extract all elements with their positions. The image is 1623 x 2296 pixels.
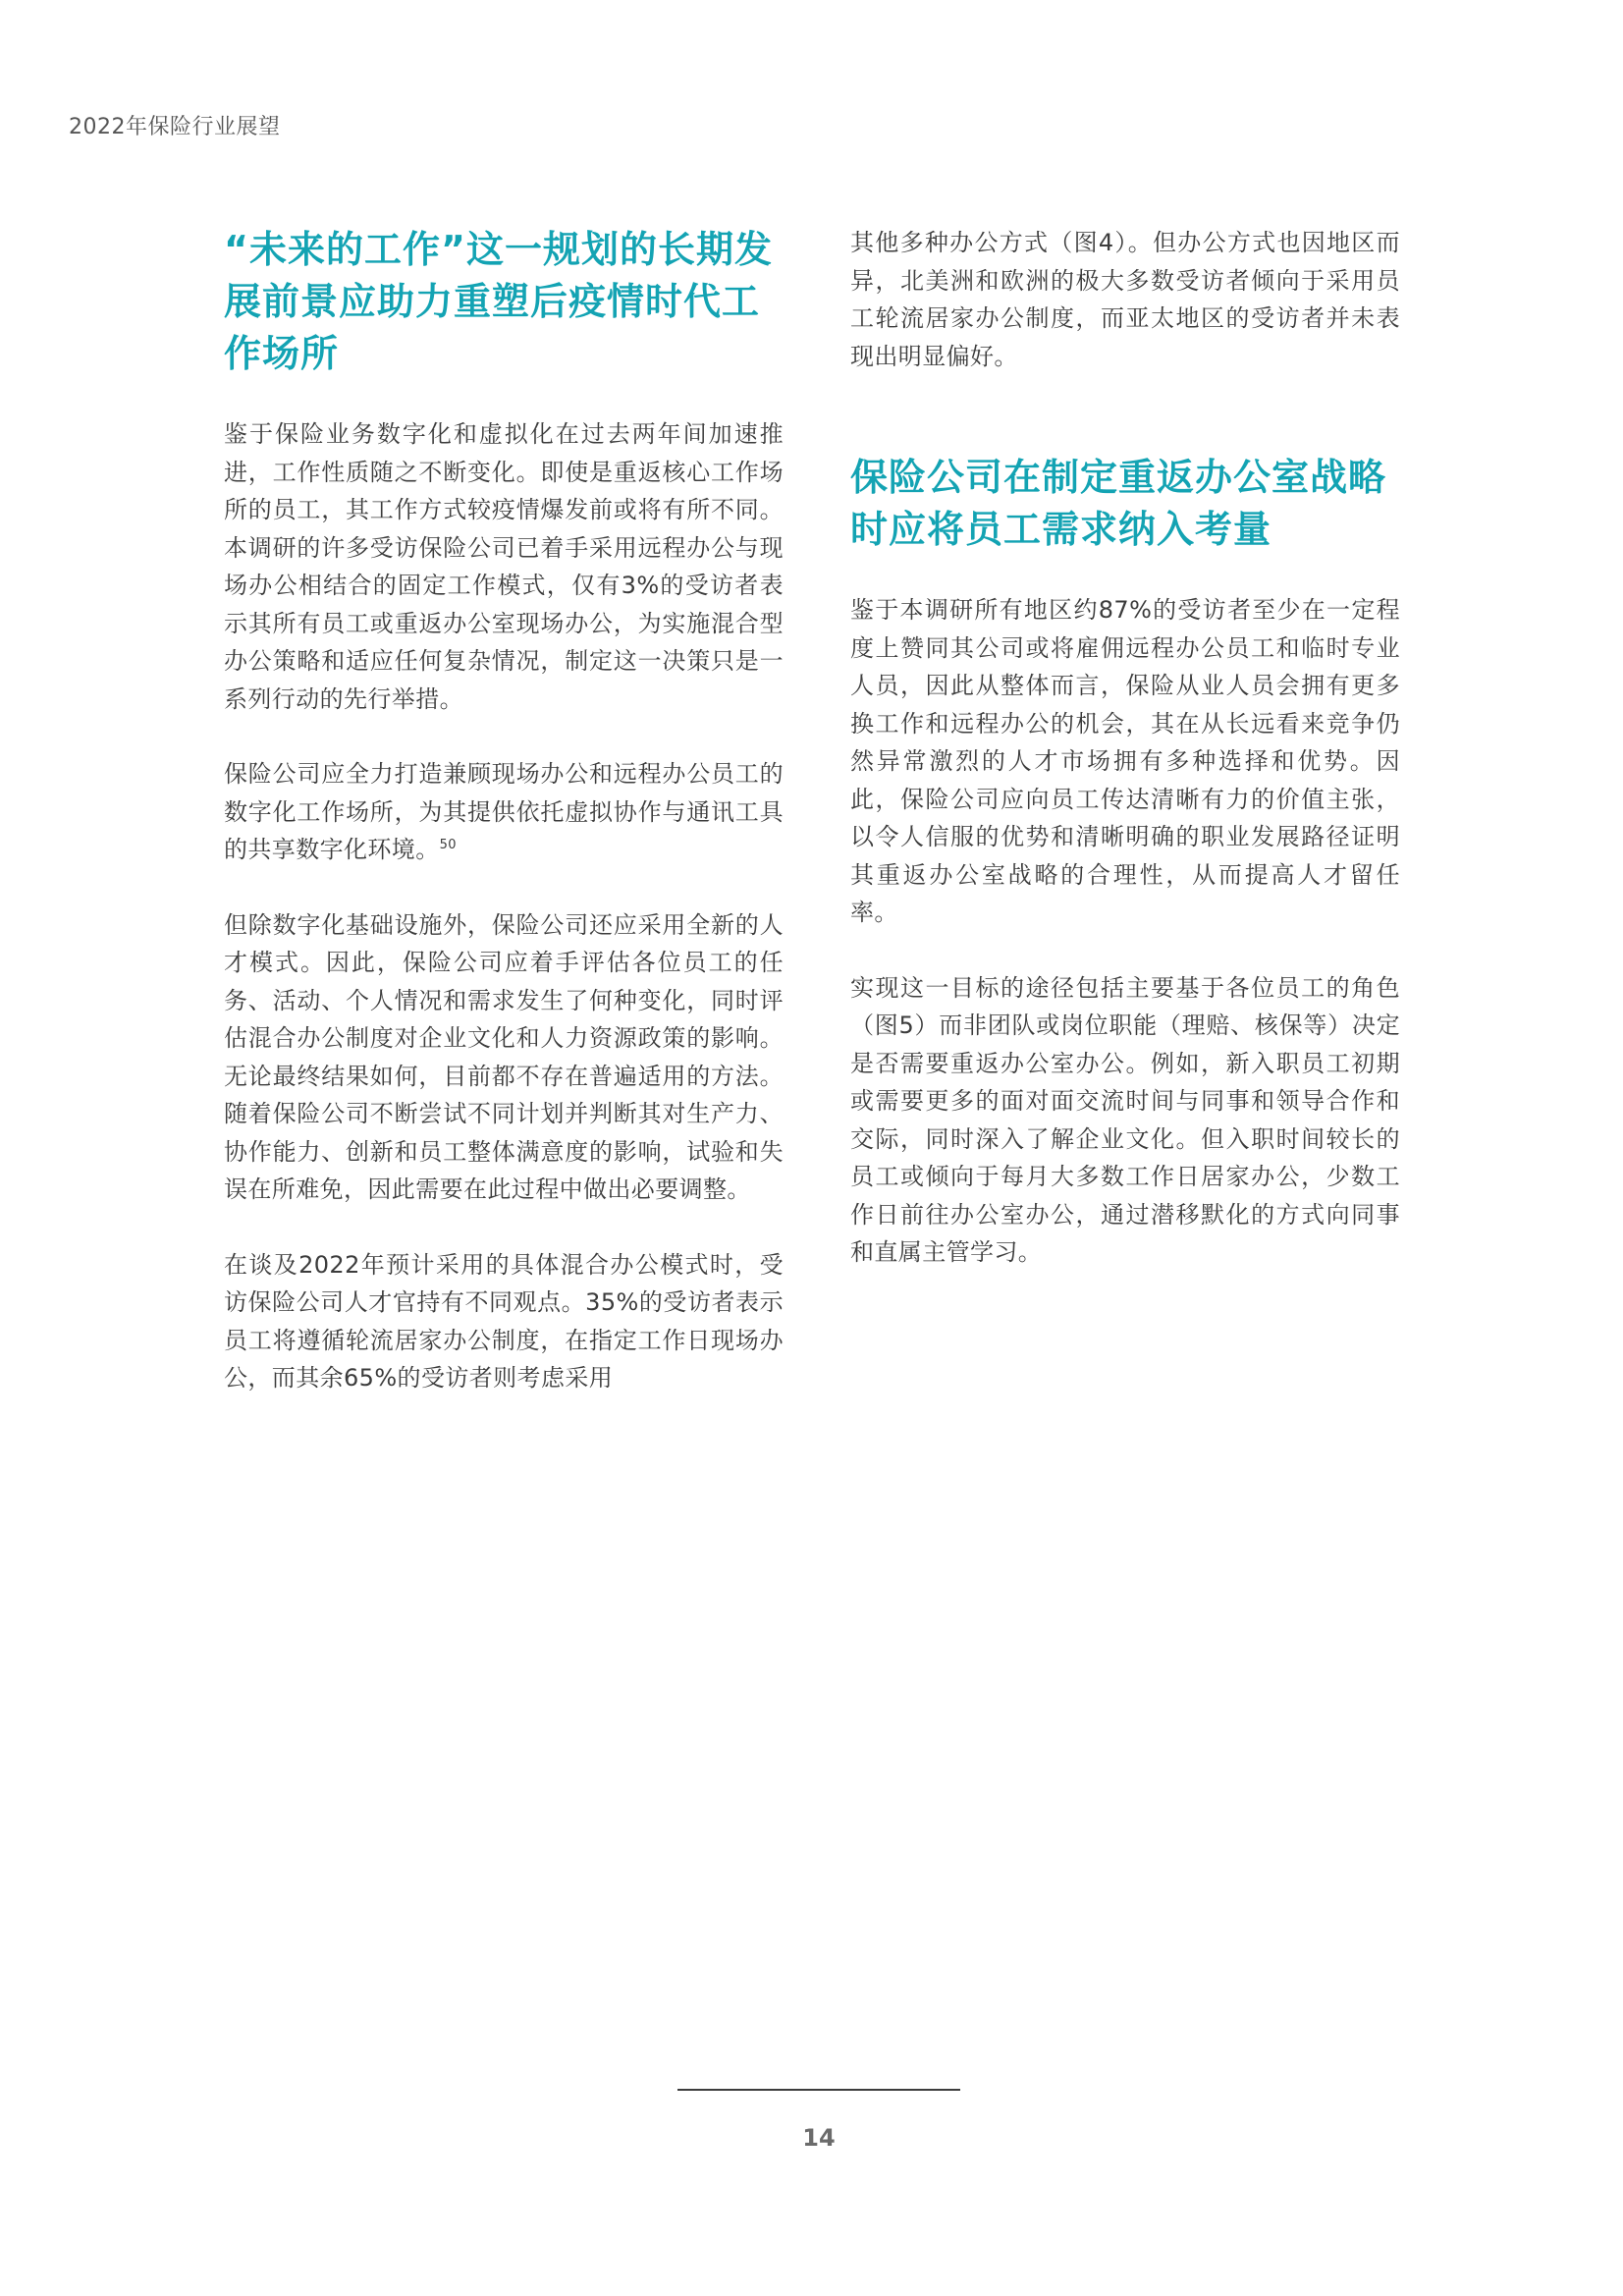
- body-paragraph: 实现这一目标的途径包括主要基于各位员工的角色（图5）而非团队或岗位职能（理赔、核保等）决定是否需要重返办公室办公。例如，新入职员工初期或需要更多的面对面交流时间与同事和领导合作和交际，同时深入了解企业文化。但入职时间较长的员工或倾向于每月大多数工作日居家办公，少数工作日前往办公室办公，通过潜移默化的方式向同事和直属主管学习。: [850, 973, 1400, 1266]
- body-paragraph: 鉴于本调研所有地区约87%的受访者至少在一定程度上赞同其公司或将雇佣远程办公员工和临时专业人员，因此从整体而言，保险从业人员会拥有更多换工作和远程办公的机会，其在从长远看来竞争仍然异常激烈的人才市场拥有多种选择和优势。因此，保险公司应向员工传达清晰有力的价值主张，以令人信服的优势和清晰明确的职业发展路径证明其重返办公室战略的合理性，从而提高人才留任率。: [850, 596, 1400, 926]
- footnote-reference[interactable]: 50: [439, 838, 457, 852]
- section-title-return-to-office: 保险公司在制定重返办公室战略时应将员工需求纳入考量: [850, 456, 1387, 551]
- section-title-future-of-work: “未来的工作”这一规划的长期发展前景应助力重塑后疫情时代工作场所: [224, 228, 773, 375]
- right-column: [850, 224, 1400, 1309]
- footer-divider: [677, 2089, 960, 2091]
- body-paragraph-text: 保险公司应全力打造兼顾现场办公和远程办公员工的数字化工作场所，为其提供依托虚拟协作与通讯工具的共享数字化环境。: [224, 760, 784, 863]
- page-number: 14: [802, 2124, 836, 2152]
- body-paragraph: [224, 755, 784, 869]
- running-header: 2022年保险行业展望: [69, 115, 281, 139]
- left-column: [224, 224, 784, 1435]
- body-paragraph: 在谈及2022年预计采用的具体混合办公模式时，受访保险公司人才官持有不同观点。35%的受访者表示员工将遵循轮流居家办公制度，在指定工作日现场办公，而其余65%的受访者则考虑采用: [224, 1250, 784, 1392]
- body-paragraph: 但除数字化基础设施外，保险公司还应采用全新的人才模式。因此，保险公司应着手评估各位员工的任务、活动、个人情况和需求发生了何种变化，同时评估混合办公制度对企业文化和人力资源政策的影响。无论最终结果如何，目前都不存在普遍适用的方法。随着保险公司不断尝试不同计划并判断其对生产力、协作能力、创新和员工整体满意度的影响，试验和失误在所难免，因此需要在此过程中做出必要调整。: [224, 910, 784, 1203]
- body-paragraph-continuation: 其他多种办公方式（图4）。但办公方式也因地区而异，北美洲和欧洲的极大多数受访者倾向于采用员工轮流居家办公制度，而亚太地区的受访者并未表现出明显偏好。: [850, 229, 1400, 370]
- body-paragraph: 鉴于保险业务数字化和虚拟化在过去两年间加速推进，工作性质随之不断变化。即使是重返核心工作场所的员工，其工作方式较疫情爆发前或将有所不同。本调研的许多受访保险公司已着手采用远程办公与现场办公相结合的固定工作模式，仅有3%的受访者表示其所有员工或重返办公室现场办公，为实施混合型办公策略和适应任何复杂情况，制定这一决策只是一系列行动的先行举措。: [224, 420, 784, 713]
